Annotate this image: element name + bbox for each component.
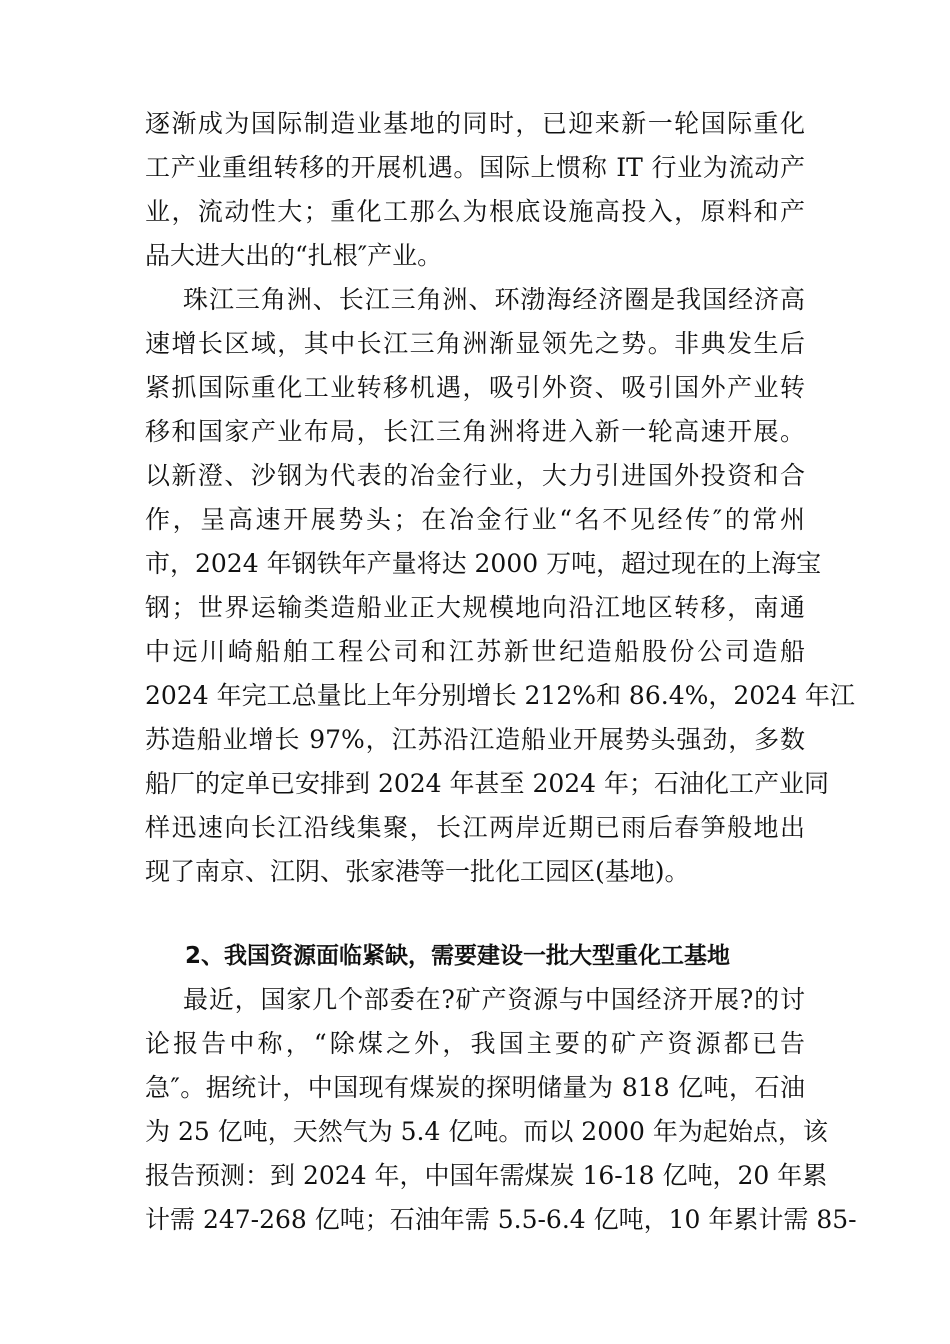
text-line: 紧抓国际重化工业转移机遇，吸引外资、吸引国外产业转 <box>145 373 805 402</box>
text-line: 计需 247-268 亿吨；石油年需 5.5-6.4 亿吨，10 年累计需 85- <box>145 1205 857 1234</box>
text-line: 以新澄、沙钢为代表的冶金行业，大力引进国外投资和合 <box>145 461 805 490</box>
text-line: 业，流动性大；重化工那么为根底设施高投入，原料和产 <box>145 197 805 226</box>
text-line: 珠江三角洲、长江三角洲、环渤海经济圈是我国经济高 <box>183 285 805 314</box>
text-line: 钢；世界运输类造船业正大规模地向沿江地区转移，南通 <box>145 593 805 622</box>
text-line: 最近，国家几个部委在?矿产资源与中国经济开展?的讨 <box>183 985 805 1014</box>
text-line: 报告预测：到 2024 年，中国年需煤炭 16-18 亿吨，20 年累 <box>145 1161 828 1190</box>
text-line: 船厂的定单已安排到 2024 年甚至 2024 年；石油化工产业同 <box>145 769 830 798</box>
text-line: 急″。据统计，中国现有煤炭的探明储量为 818 亿吨，石油 <box>145 1073 805 1102</box>
text-line: 品大进大出的“扎根″产业。 <box>145 241 443 270</box>
text-line: 工产业重组转移的开展机遇。国际上惯称 IT 行业为流动产 <box>145 153 805 182</box>
text-line: 2024 年完工总量比上年分别增长 212%和 86.4%，2024 年江 <box>145 681 855 710</box>
text-line: 移和国家产业布局，长江三角洲将进入新一轮高速开展。 <box>145 417 805 446</box>
text-line: 现了南京、江阴、张家港等一批化工园区(基地)。 <box>145 857 690 886</box>
text-line: 作，呈高速开展势头；在冶金行业“名不见经传″的常州 <box>145 505 805 534</box>
text-line: 中远川崎船舶工程公司和江苏新世纪造船股份公司造船 <box>145 637 805 666</box>
section-heading: 2、我国资源面临紧缺，需要建设一批大型重化工基地 <box>185 943 731 969</box>
text-line: 样迅速向长江沿线集聚，长江两岸近期已雨后春笋般地出 <box>145 813 805 842</box>
text-line: 论报告中称，“除煤之外，我国主要的矿产资源都已告 <box>145 1029 805 1058</box>
text-line: 逐渐成为国际制造业基地的同时，已迎来新一轮国际重化 <box>145 109 805 138</box>
text-line: 市，2024 年钢铁年产量将达 2000 万吨，超过现在的上海宝 <box>145 549 822 578</box>
text-line: 速增长区域，其中长江三角洲渐显领先之势。非典发生后 <box>145 329 805 358</box>
text-line: 为 25 亿吨，天然气为 5.4 亿吨。而以 2000 年为起始点，该 <box>145 1117 828 1146</box>
text-line: 苏造船业增长 97%，江苏沿江造船业开展势头强劲，多数 <box>145 725 805 754</box>
